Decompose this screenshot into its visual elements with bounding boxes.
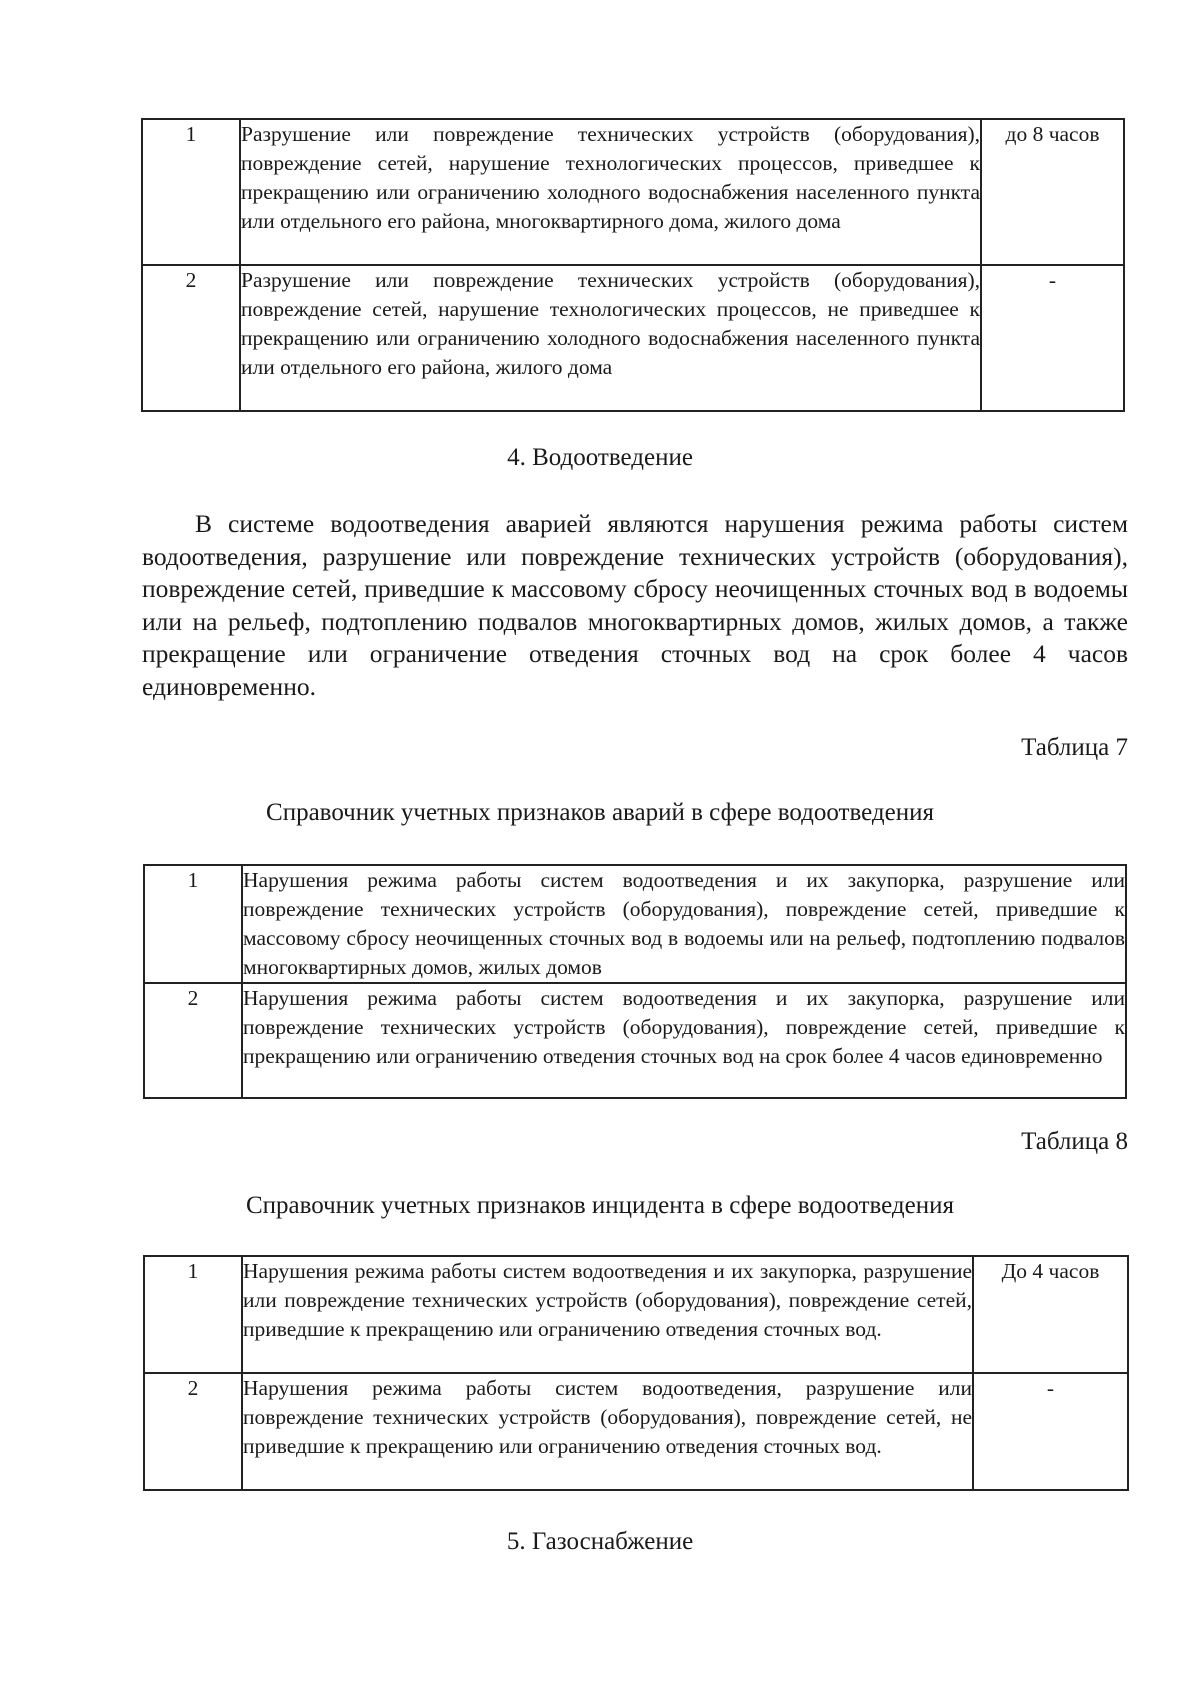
table-8-label: Таблица 8 [1021,1128,1128,1155]
table-7-label: Таблица 7 [1021,734,1128,761]
row-description: Нарушения режима работы систем водоотведения и их закупорка, разрушение или повреждение технических устройств (оборудования), повреждение сетей, приведшие к прекращению или ограничению отведения сточных вод на срок более 4 часов единовременно [242,983,1126,1098]
row-number: 1 [142,119,240,265]
table-8-title: Справочник учетных признаков инцидента в сфере водоотведения [245,1192,955,1219]
section-heading-5: 5. Газоснабжение [506,1528,694,1555]
table-row [144,1373,1128,1490]
section-heading-4: 4. Водоотведение [507,444,693,471]
row-number: 1 [144,1256,242,1373]
table-7 [143,864,1127,1099]
table-row [144,865,1126,983]
table-row [144,983,1126,1098]
table-7-title: Справочник учетных признаков аварий в сфере водоотведения [266,799,934,826]
row-number: 2 [142,265,240,411]
table-row [142,265,1124,411]
row-description: Нарушения режима работы систем водоотведения и их закупорка, разрушение или повреждение технических устройств (оборудования), повреждение сетей, приведшие к массовому сбросу неочищенных сточных вод в водоемы или на рельеф, подтоплению подвалов многоквартирных домов, жилых домов [242,865,1126,983]
row-description: Нарушения режима работы систем водоотведения, разрушение или повреждение технических устройств (оборудования), повреждение сетей, не приведшие к прекращению или ограничению отведения сточных вод. [242,1373,973,1490]
row-duration: - [981,265,1124,411]
row-number: 1 [144,865,242,983]
row-duration: до 8 часов [981,119,1124,265]
row-description: Разрушение или повреждение технических устройств (оборудования), повреждение сетей, нарушение технологических процессов, приведшее к прекращению или ограничению холодного водоснабжения населенного пункта или отдельного его района, многоквартирного дома, жилого дома [240,119,981,265]
row-duration: До 4 часов [973,1256,1128,1373]
row-number: 2 [144,1373,242,1490]
table-8 [143,1255,1129,1491]
row-description: Нарушения режима работы систем водоотведения и их закупорка, разрушение или повреждение технических устройств (оборудования), повреждение сетей, приведшие к прекращению или ограничению отведения сточных вод. [242,1256,973,1373]
row-description: Разрушение или повреждение технических устройств (оборудования), повреждение сетей, нарушение технологических процессов, не приведшее к прекращению или ограничению холодного водоснабжения населенного пункта или отдельного его района, жилого дома [240,265,981,411]
cold-water-table [141,118,1125,412]
section-paragraph: В системе водоотведения аварией являются нарушения режима работы систем водоотведения, разрушение или повреждение технических устройств (оборудования), повреждение сетей, приведшие к массовому сбросу неочищенных сточных вод в водоемы или на рельеф, подтоплению подвалов многоквартирных домов, жилых домов, а также прекращение или ограничение отведения сточных вод на срок более 4 часов единовременно. [142,509,1128,701]
row-number: 2 [144,983,242,1098]
table-row [144,1256,1128,1373]
row-duration: - [973,1373,1128,1490]
table-row [142,119,1124,265]
